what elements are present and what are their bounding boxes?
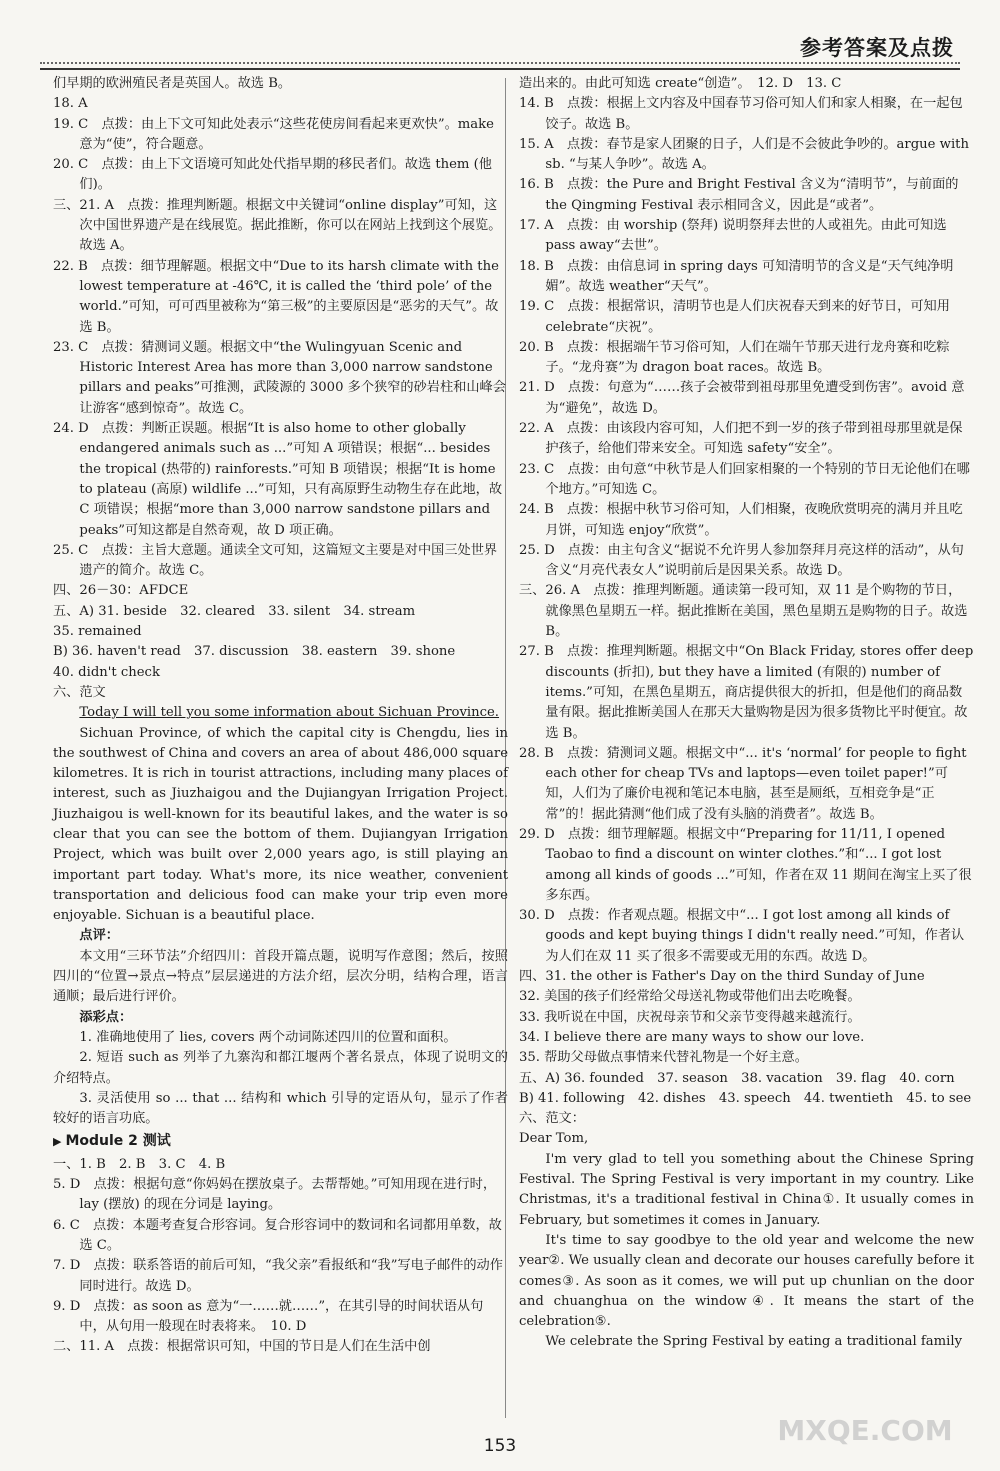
answer-line: 40. didn't check — [53, 664, 160, 680]
module-answer-line: 7. D 点拨：联系答语的前后可知，“我父亲”看报纸和“我”写电子邮件的动作同时进行。故选 D。 — [53, 1258, 503, 1294]
highlights-label: 添彩点： — [79, 1009, 133, 1025]
answer-line: 24. B 点拨：根据中秋节习俗可知，人们相聚，夜晚欣赏明亮的满月并且吃月饼，可知选 enjoy“欣赏”。 — [519, 502, 963, 538]
answer-line: 们早期的欧洲殖民者是英国人。故选 B。 — [53, 76, 292, 91]
left-column — [53, 74, 508, 1358]
answer-line: 20. C 点拨：由上下文语境可知此处代指早期的移民者们。故选 them (他们)。 — [53, 157, 492, 193]
answer-line: 造出来的。由此可知选 create“创造”。 12. D 13. C — [519, 76, 842, 91]
answer-line: 六、范文 — [53, 684, 106, 700]
letter-paragraph: I'm very glad to tell you something about the Chinese Spring Festival. The Spring Festival is very important in my country. Like Christmas, it's a traditional festival in China①. It usually comes in February, but sometimes it comes in January. — [519, 1151, 974, 1228]
module-answer-line: 6. C 点拨：本题考查复合形容词。复合形容词中的数词和名词都用单数，故选 C。 — [53, 1217, 502, 1253]
module-title: Module 2 测试 — [65, 1133, 171, 1150]
highlight-item: 2. 短语 such as 列举了九寨沟和都江堰两个著名景点，体现了说明文的介绍特点。 — [53, 1050, 508, 1086]
module-answer-line: 二、11. A 点拨：根据常识可知，中国的节日是人们在生活中创 — [53, 1339, 431, 1355]
answer-line: 24. D 点拨：判断正误题。根据“It is also home to other globally endangered animals such as ...”可知 A 项错误；根据“... besides the tropical (热带的) rainforests.”可知 B 项错误；根据“It is home to plateau (高原) wildlife ...”可知，只有高原野生动物生存在此地，故 C 项错误；根据“more than 3,000 narrow sandstone pillars and peaks”可知这都是自然奇观，故 D 项正确。 — [53, 421, 503, 538]
essay-body: Sichuan Province, of which the capital city is Chengdu, lies in the southwest of China and covers an area of about 486,000 square kilometres. It is rich in tourist attractions, including many places of interest, such as Jiuzhaigou and the Dujiangyan Irrigation Project. Jiuzhaigou is well-known for its beautiful lakes, and the water is so clear that you can see the bottom of them. Dujiangyan Irrigation Project, which was built over 2,000 years ago, is still playing an important part today. What's more, its nice weather, convenient transportation and delicious food can make your trip even more enjoyable. Sichuan is a beautiful place. — [53, 725, 508, 924]
page-header — [40, 18, 960, 70]
answer-line: 23. C 点拨：猜测词义题。根据文中“the Wulingyuan Scenic and Historic Interest Area has more than 3,000 narrow sandstone pillars and peaks”可推测，武陵源的 3000 多个狭窄的砂岩柱和山峰会让游客“感到惊奇”。故选 C。 — [53, 339, 506, 416]
answer-line: 19. C 点拨：由上下文可知此处表示“这些花使房间看起来更欢快”。make 意为“使”，符合题意。 — [53, 116, 494, 152]
page-number: 153 — [483, 1436, 517, 1456]
answer-line: 14. B 点拨：根据上文内容及中国春节习俗可知人们和家人相聚，在一起包饺子。故选 B。 — [519, 96, 963, 132]
highlight-item: 1. 准确地使用了 lies, covers 两个动词陈述四川的位置和面积。 — [79, 1029, 457, 1045]
answer-line: 16. B 点拨：the Pure and Bright Festival 含义为“清明节”，与前面的 the Qingming Festival 表示相同含义，因此是“或者”。 — [519, 177, 959, 213]
answer-line: B) 41. following 42. dishes 43. speech 44. twentieth 45. to see — [519, 1090, 972, 1106]
right-column — [519, 74, 974, 1353]
review-label: 点评： — [79, 928, 119, 944]
watermark-logo: MXQE.COM — [777, 1414, 953, 1447]
highlight-item: 3. 灵活使用 so ... that ... 结构和 which 引导的定语从句，显示了作者较好的语言功底。 — [53, 1090, 508, 1127]
module-answer-line: 一、1. B 2. B 3. C 4. B — [53, 1156, 226, 1172]
answer-line: 四、26－30：AFDCE — [53, 583, 189, 599]
letter-paragraph: It's time to say goodbye to the old year and welcome the new year②. We usually clean and decorate our houses carefully before it comes③. As soon as it comes, we will put up chunlian on the door and chuanghua on the window④. It means the start of the celebration⑤. — [519, 1232, 974, 1330]
answer-line: 32. 美国的孩子们经常给父母送礼物或带他们出去吃晚餐。 — [519, 989, 861, 1005]
answer-line: 28. B 点拨：猜测词义题。根据文中“... it's ‘normal’ for people to fight each other for cheap TVs and laptops—even toilet paper!”可知，人们为了廉价电视和笔记本电脑，甚至是厕纸，互相竞争是“正常”的！据此猜测“他们成了没有头脑的消费者”。故选 B。 — [519, 745, 967, 822]
answer-line: 20. B 点拨：根据端午节习俗可知，人们在端午节那天进行龙舟赛和吃粽子。“龙舟赛”为 dragon boat races。故选 B。 — [519, 339, 950, 376]
answer-line: 35. 帮助父母做点事情来代替礼物是一个好主意。 — [519, 1050, 808, 1066]
answer-line: 18. B 点拨：由信息词 in spring days 可知清明节的含义是“天气纯净明媚”。故选 weather“天气”。 — [519, 258, 954, 294]
answer-line: 25. C 点拨：主旨大意题。通读全文可知，这篇短文主要是对中国三处世界遗产的简介。故选 C。 — [53, 542, 498, 579]
letter-paragraph: We celebrate the Spring Festival by eating a traditional family — [545, 1334, 963, 1350]
answer-line: 22. A 点拨：由该段内容可知，人们把不到一岁的孩子带到祖母那里就是保护孩子，给他们带来安全。可知选 safety“安全”。 — [519, 421, 963, 457]
answer-line: 23. C 点拨：由句意“中秋节是人们回家相聚的一个特别的节日无论他们在哪个地方。”可知选 C。 — [519, 461, 970, 497]
answer-line: 18. A — [53, 96, 88, 112]
answer-line: B) 36. haven't read 37. discussion 38. eastern 39. shone — [53, 644, 456, 660]
answer-line: 15. A 点拨：春节是家人团聚的日子，人们是不会彼此争吵的。argue with sb. “与某人争吵”。故选 A。 — [519, 136, 969, 173]
module-answer-line: 5. D 点拨：根据句意“你妈妈在摆放桌子。去帮帮她。”可知用现在进行时，lay (摆放) 的现在分词是 laying。 — [53, 1177, 497, 1213]
answer-line: 17. A 点拨：由 worship (祭拜) 说明祭拜去世的人或祖先。由此可知选 pass away“去世”。 — [519, 218, 947, 254]
review-text: 本文用“三环节法”介绍四川：首段开篇点题，说明写作意图；然后，按照四川的“位置→景点→特点”层层递进的方法介绍，层次分明，结构合理，语言通顺；最后进行评价。 — [53, 948, 508, 1005]
answer-line: 22. B 点拨：细节理解题。根据文中“Due to its harsh climate with the lowest temperature at -46℃, it is called the ‘third pole’ of the world.”可知，可可西里被称为“第三极”的主要原因是“恶劣的天气”。故选 B。 — [53, 258, 499, 335]
answer-line: 35. remained — [53, 624, 142, 640]
answer-line: 五、A) 31. beside 32. cleared 33. silent 34. stream — [53, 603, 416, 619]
answer-line: 19. C 点拨：根据常识，清明节也是人们庆祝春天到来的好节日，可知用 celebrate“庆祝”。 — [519, 299, 950, 335]
answer-line: 25. D 点拨：由主句含义“据说不允许男人参加祭拜月亮这样的活动”，从句含义“月亮代表女人”说明前后是因果关系。故选 D。 — [519, 542, 964, 579]
answer-line: 四、31. the other is Father's Day on the third Sunday of June — [519, 969, 925, 985]
answer-line: 27. B 点拨：推理判断题。根据文中“On Black Friday, stores offer deep discounts (折扣), but they have a limited (有限的) number of items.”可知，在黑色星期五，商店提供很大的折扣，但是他们的商品数量有限。据此推断美国人在那天大量购物是因为很多货物比平时便宜。故选 B。 — [519, 644, 974, 741]
essay-title: Today I will tell you some information about Sichuan Province. — [79, 705, 500, 721]
answer-line: 29. D 点拨：细节理解题。根据文中“Preparing for 11/11, I opened Taobao to find a discount on winter clothes.”和“... I got lost among all kinds of goods ...”可知，作者在双 11 期间在淘宝上买了很多东西。 — [519, 826, 972, 903]
answer-line: 五、A) 36. founded 37. season 38. vacation 39. flag 40. corn — [519, 1070, 955, 1086]
answer-line: 21. D 点拨：句意为“……孩子会被带到祖母那里免遭受到伤害”。avoid 意为“避免”，故选 D。 — [519, 380, 965, 416]
header-title: 参考答案及点拨 — [800, 36, 954, 60]
answer-line: 三、26. A 点拨：推理判断题。通读第一段可知，双 11 是个购物的节日，就像黑色星期五一样。据此推断在美国，黑色星期五是购物的日子。故选 B。 — [519, 583, 968, 640]
answer-line: 30. D 点拨：作者观点题。根据文中“... I got lost among all kinds of goods and kept buying things I didn't really need.”可知，作者认为人们在双 11 买了很多不需要或无用的东西。故选 D。 — [519, 908, 965, 964]
module-answer-line: 9. D 点拨：as soon as 意为“一……就……”，在其引导的时间状语从句中，从句用一般现在时表将来。 10. D — [53, 1298, 484, 1335]
header-rule — [40, 62, 960, 64]
module-heading — [53, 1131, 508, 1152]
triangle-icon: ▶ — [53, 1135, 62, 1149]
answer-line: 34. I believe there are many ways to show our love. — [519, 1029, 865, 1045]
answer-line: Dear Tom, — [519, 1131, 589, 1147]
answer-line: 三、21. A 点拨：推理判断题。根据文中关键词“online display”可知，这次中国世界遗产是在线展览。据此推断，你可以在网站上找到这个展览。故选 A。 — [53, 197, 502, 254]
answer-line: 六、范文： — [519, 1111, 585, 1127]
answer-line: 33. 我听说在中国，庆祝母亲节和父亲节变得越来越流行。 — [519, 1009, 861, 1025]
